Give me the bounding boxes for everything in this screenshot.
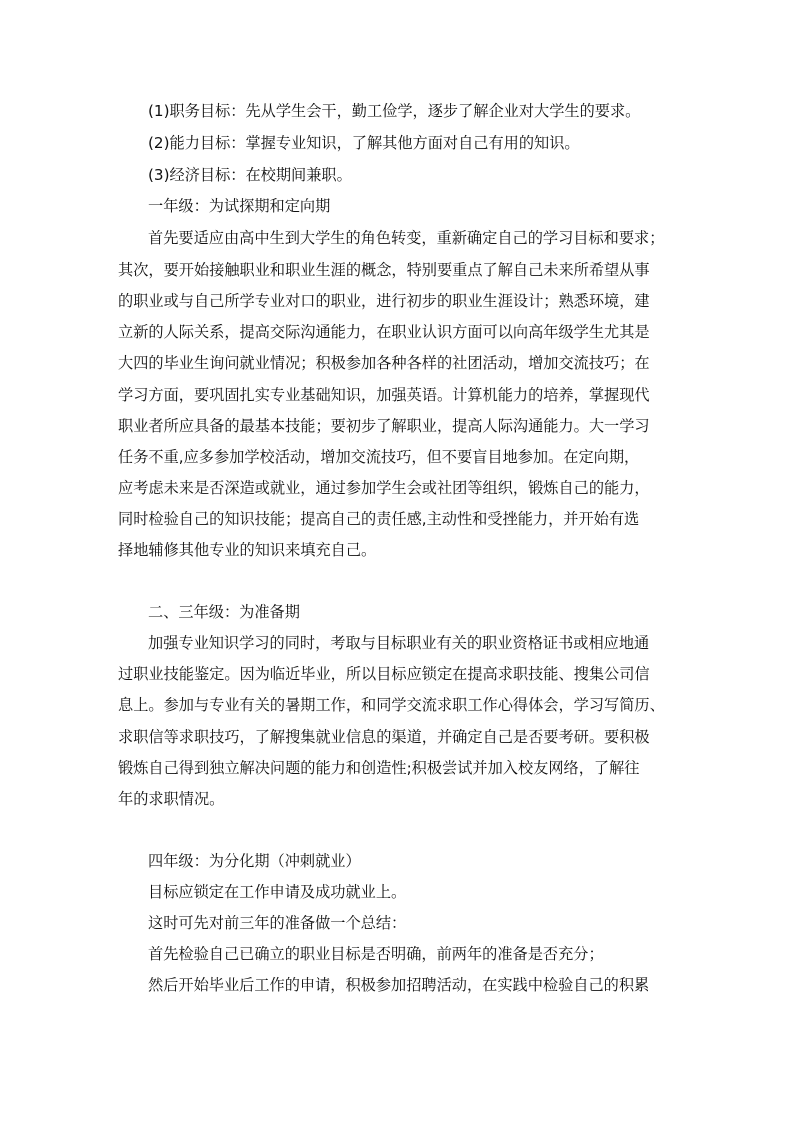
year1-paragraph-line: 的职业或与自己所学专业对口的职业，进行初步的职业生涯设计；熟悉环境，建 [118, 292, 650, 310]
year23-paragraph-line: 加强专业知识学习的同时，考取与目标职业有关的职业资格证书或相应地通 [148, 634, 650, 652]
goal-3: (3)经济目标：在校期间兼职。 [148, 166, 352, 184]
year1-paragraph-line: 择地辅修其他专业的知识来填充自己。 [118, 541, 377, 559]
year1-paragraph-line: 其次，要开始接触职业和职业生涯的概念，特别要重点了解自己未来所希望从事 [118, 261, 650, 279]
year1-paragraph-line: 学习方面，要巩固扎实专业基础知识，加强英语。计算机能力的培养，掌握现代 [118, 386, 650, 404]
year23-paragraph-line: 求职信等求职技巧，了解搜集就业信息的渠道，并确定自己是否要考研。要积极 [118, 728, 650, 746]
year23-paragraph-line: 年的求职情况。 [118, 790, 225, 808]
year23-heading: 二、三年级：为准备期 [148, 603, 300, 621]
year1-paragraph-line: 首先要适应由高中生到大学生的角色转变，重新确定自己的学习目标和要求； [148, 229, 665, 247]
year4-heading: 四年级：为分化期（冲刺就业） [148, 852, 361, 870]
goal-1: (1)职务目标：先从学生会干，勤工俭学，逐步了解企业对大学生的要求。 [148, 102, 641, 120]
year1-paragraph-line: 应考虑未来是否深造或就业，通过参加学生会或社团等组织，锻炼自己的能力， [118, 479, 650, 497]
year4-paragraph-line: 这时可先对前三年的准备做一个总结： [148, 914, 407, 932]
year1-paragraph-line: 任务不重,应多参加学校活动，增加交流技巧，但不要盲目地参加。在定向期， [118, 448, 640, 466]
year1-paragraph-line: 同时检验自己的知识技能；提高自己的责任感,主动性和受挫能力，并开始有选 [118, 510, 640, 528]
year23-paragraph-line: 锻炼自己得到独立解决问题的能力和创造性;积极尝试并加入校友网络，了解往 [118, 759, 640, 777]
year1-paragraph-line: 立新的人际关系，提高交际沟通能力，在职业认识方面可以向高年级学生尤其是 [118, 323, 650, 341]
year4-paragraph-line: 首先检验自己已确立的职业目标是否明确，前两年的准备是否充分； [148, 945, 604, 963]
goal-2: (2)能力目标：掌握专业知识，了解其他方面对自己有用的知识。 [148, 134, 580, 152]
year1-heading: 一年级：为试探期和定向期 [148, 197, 331, 215]
year23-paragraph-line: 过职业技能鉴定。因为临近毕业，所以目标应锁定在提高求职技能、搜集公司信 [118, 665, 650, 683]
year4-paragraph-line: 目标应锁定在工作申请及成功就业上。 [148, 883, 407, 901]
year4-paragraph-line: 然后开始毕业后工作的申请，积极参加招聘活动，在实践中检验自己的积累 [148, 976, 650, 994]
year23-paragraph-line: 息上。参加与专业有关的暑期工作，和同学交流求职工作心得体会，学习写简历、 [118, 696, 665, 714]
year1-paragraph-line: 职业者所应具备的最基本技能；要初步了解职业，提高人际沟通能力。大一学习 [118, 417, 650, 435]
year1-paragraph-line: 大四的毕业生询问就业情况；积极参加各种各样的社团活动，增加交流技巧；在 [118, 354, 650, 372]
